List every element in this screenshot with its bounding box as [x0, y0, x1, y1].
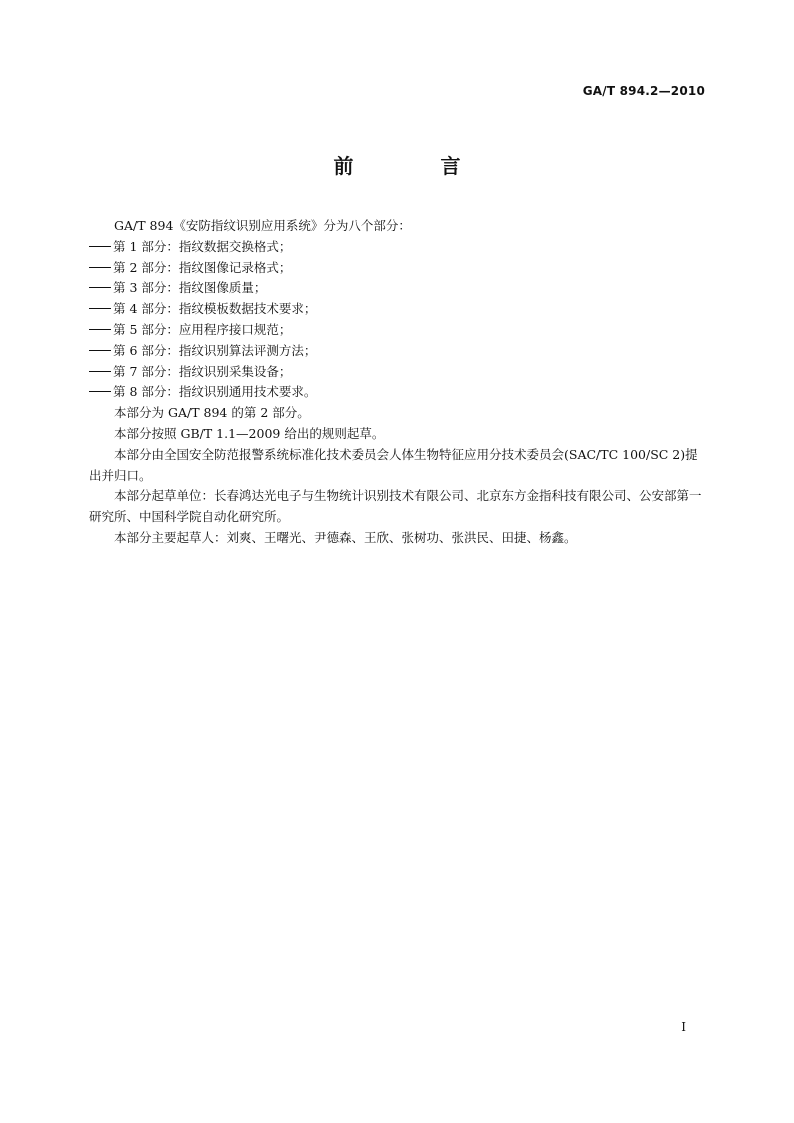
list-item-text: 第 4 部分：指纹模板数据技术要求； [113, 301, 317, 317]
dash-mark [89, 308, 111, 309]
dash-mark [89, 391, 111, 392]
list-item-text: 第 6 部分：指纹识别算法评测方法； [113, 342, 317, 358]
dash-mark [89, 329, 111, 330]
paragraph-drafting-rules: 本部分按照 GB/T 1.1—2009 给出的规则起草。 [114, 425, 385, 441]
list-item [89, 341, 705, 362]
list-item [89, 299, 705, 320]
dash-mark [89, 350, 111, 351]
list-item [89, 237, 705, 258]
page-title: 前 言 [333, 154, 501, 178]
list-item-text: 第 5 部分：应用程序接口规范； [113, 321, 292, 337]
list-item [89, 278, 705, 299]
paragraph-part-number: 本部分为 GA/T 894 的第 2 部分。 [114, 405, 310, 421]
foreword-body [89, 216, 705, 549]
list-item [89, 382, 705, 403]
page-number: I [681, 1020, 686, 1034]
list-item-text: 第 2 部分：指纹图像记录格式； [113, 259, 292, 275]
dash-mark [89, 246, 111, 247]
list-item [89, 362, 705, 383]
intro-paragraph: GA/T 894《安防指纹识别应用系统》分为八个部分： [114, 218, 411, 233]
dash-mark [89, 287, 111, 288]
paragraph-proposer: 本部分由全国安全防范报警系统标准化技术委员会人体生物特征应用分技术委员会(SAC/TC 100/SC 2)提出并归口。 [89, 446, 698, 483]
list-item-text: 第 7 部分：指纹识别采集设备； [113, 363, 292, 379]
list-item-text: 第 3 部分：指纹图像质量； [113, 280, 267, 296]
paragraph-drafting-units: 本部分起草单位：长春鸿达光电子与生物统计识别技术有限公司、北京东方金指科技有限公司、公安部第一研究所、中国科学院自动化研究所。 [89, 488, 702, 525]
list-item-text: 第 1 部分：指纹数据交换格式； [113, 238, 292, 254]
dash-mark [89, 371, 111, 372]
paragraph-drafters: 本部分主要起草人：刘爽、王曙光、尹德森、王欣、张树功、张洪民、田捷、杨鑫。 [114, 529, 577, 545]
standard-code: GA/T 894.2—2010 [582, 84, 705, 98]
list-item [89, 258, 705, 279]
dash-mark [89, 267, 111, 268]
list-item-text: 第 8 部分：指纹识别通用技术要求。 [113, 384, 317, 400]
list-item [89, 320, 705, 341]
